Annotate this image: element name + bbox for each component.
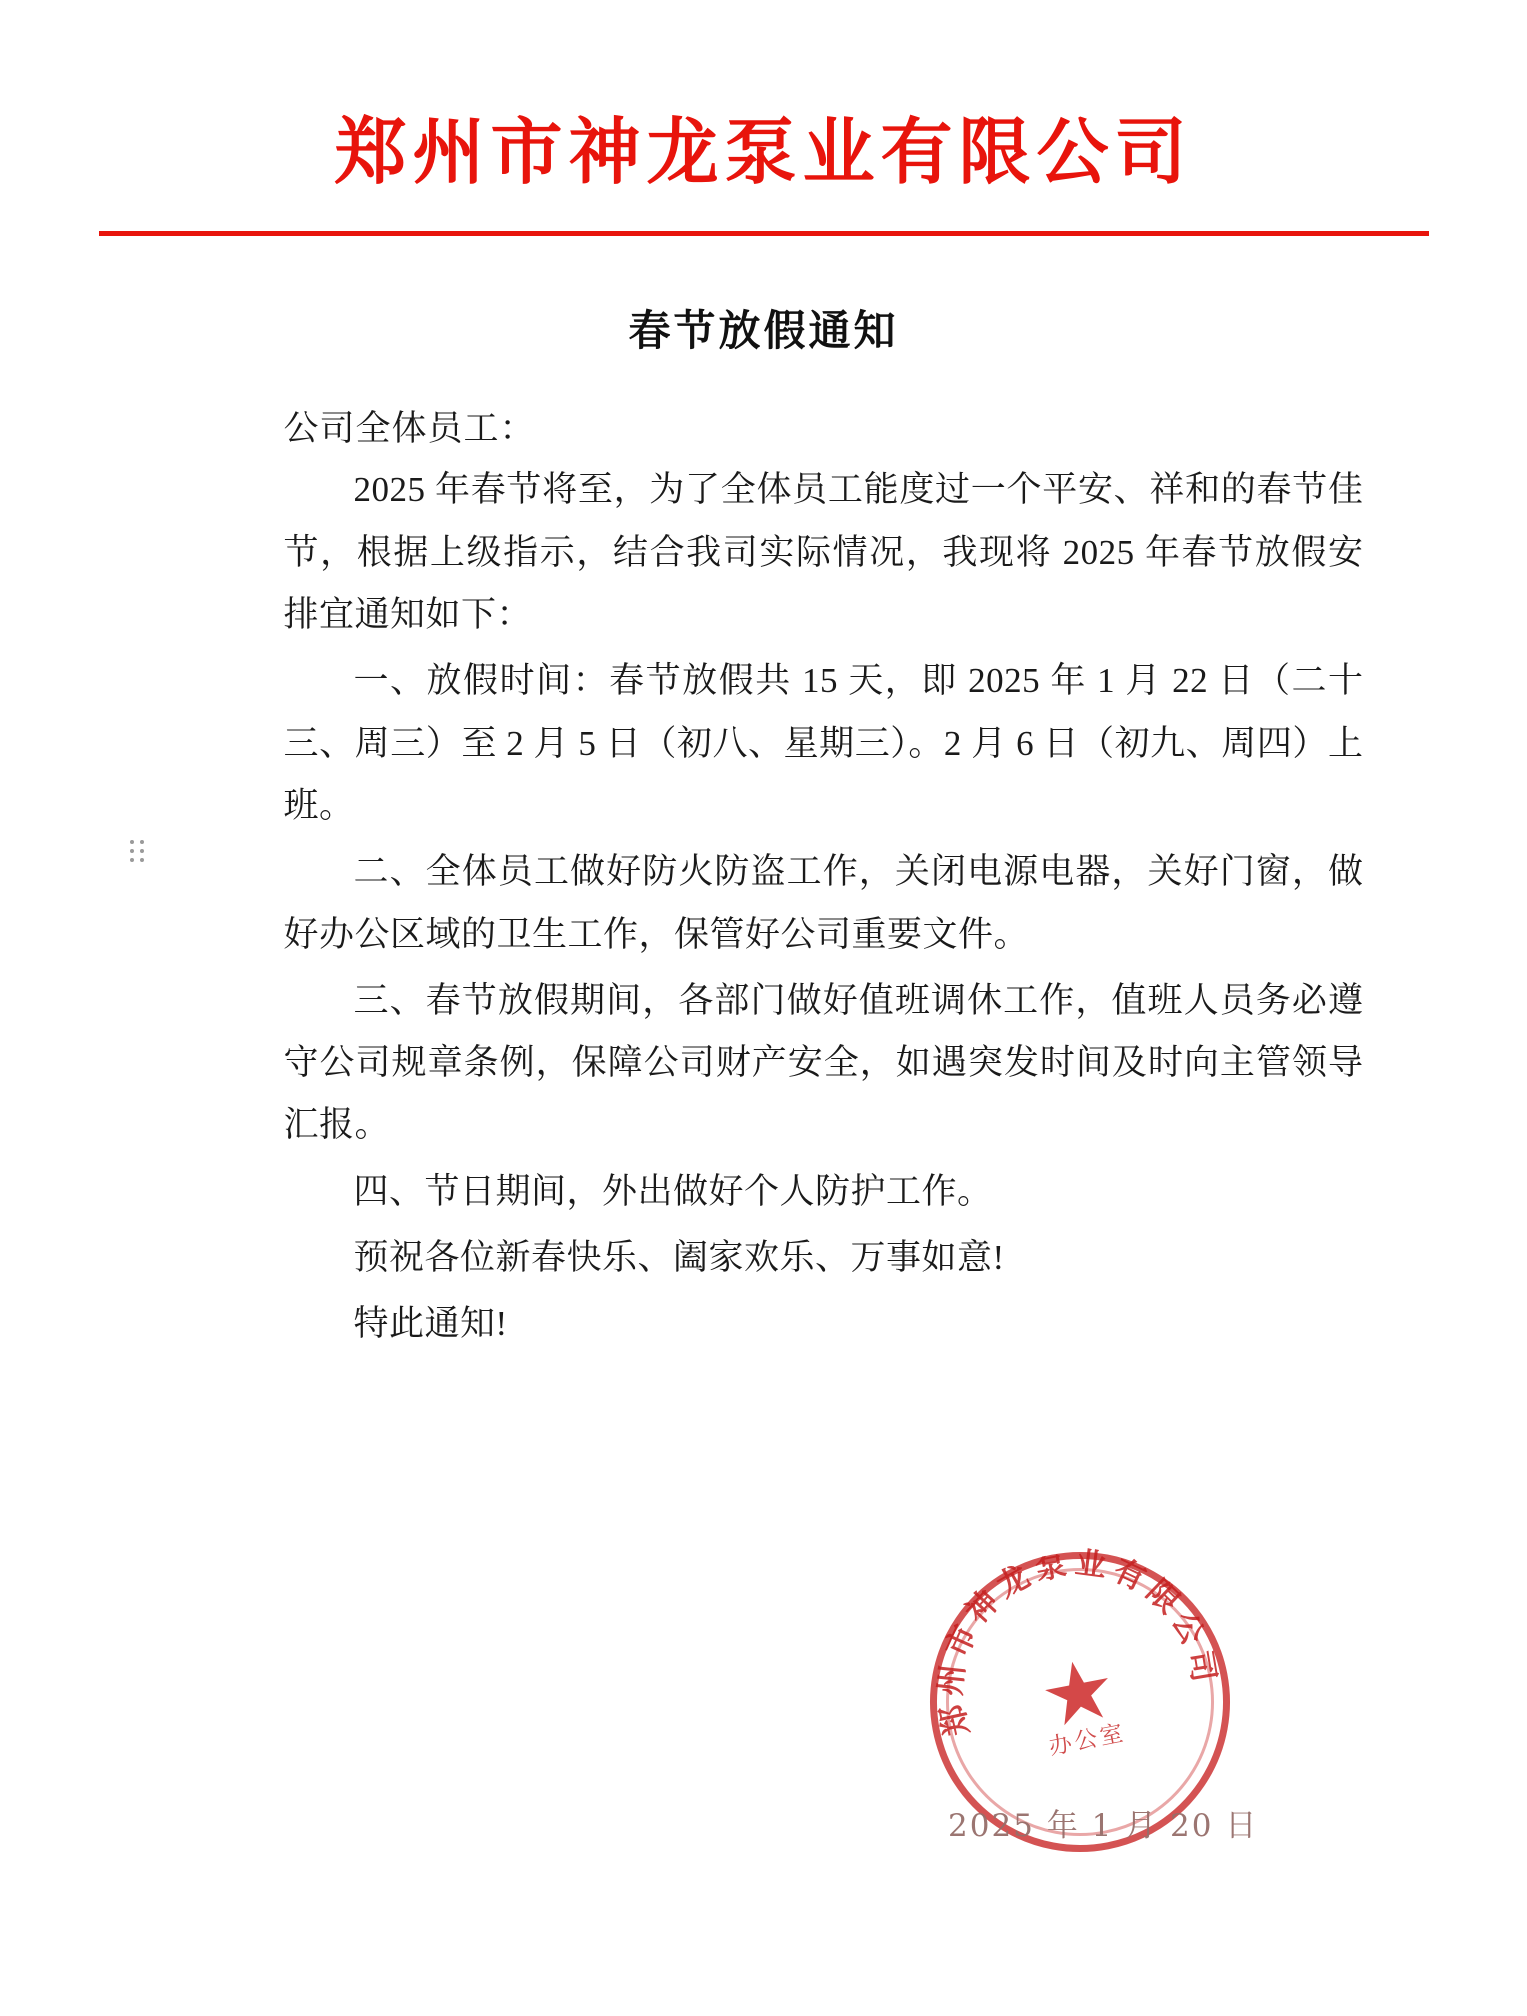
paragraph-item-4: 四、节日期间，外出做好个人防护工作。 [353,1171,993,1211]
seal-center-text: 办公室 [1046,1720,1129,1761]
drag-handle-icon[interactable] [130,840,144,862]
paragraph-item-2: 二、全体员工做好防火防盗工作，关闭电源电器，关好门窗，做好办公区域的卫生工作，保管好公司重要文件。 [283,852,1364,954]
document-body [164,398,1364,1355]
seal-date: 2025 年 1 月 20 日 [948,1808,1259,1844]
paragraph-item-1: 一、放假时间：春节放假共 15 天，即 2025 年 1 月 22 日（二十三、周三）至 2 月 5 日（初八、星期三）。2 月 6 日（初九、周四）上班。 [283,661,1364,825]
salutation: 公司全体员工： [283,409,536,449]
closing-notice: 特此通知! [353,1304,508,1344]
grip-dot [130,858,134,862]
letterhead [0,0,1527,236]
company-name: 郑州市神龙泵业有限公司 [334,109,1193,194]
paragraph-intro: 2025 年春节将至，为了全体员工能度过一个平安、祥和的春节佳节，根据上级指示，结合我司实际情况，我现将 2025 年春节放假安排宜通知如下： [283,470,1364,635]
seal-company-name: 郑州市神龙泵业有限公司 [932,1544,1223,1740]
grip-dot [130,849,134,853]
grip-dot [140,858,144,862]
closing-greeting: 预祝各位新春快乐、阖家欢乐、万事如意! [353,1238,1005,1277]
document-title: 春节放假通知 [628,306,899,356]
grip-dot [140,840,144,844]
letterhead-divider [99,231,1429,236]
grip-dot [140,849,144,853]
grip-dot [130,840,134,844]
paragraph-item-3: 三、春节放假期间，各部门做好值班调休工作，值班人员务必遵守公司规章条例，保障公司财产安全，如遇突发时间及时向主管领导汇报。 [283,980,1364,1145]
